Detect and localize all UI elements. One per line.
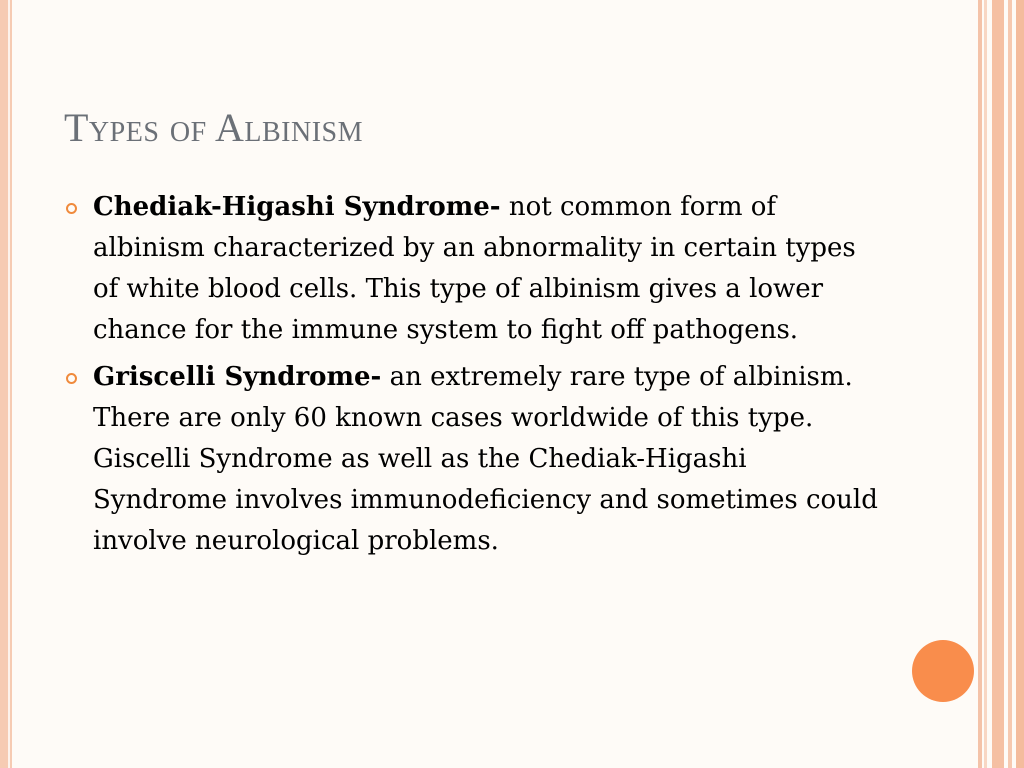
stripe	[984, 0, 987, 768]
bullet-term: Griscelli Syndrome-	[93, 362, 382, 392]
bullet-term: Chediak-Higashi Syndrome-	[93, 192, 501, 222]
orange-circle-icon	[912, 640, 974, 702]
ring-bullet-icon	[66, 373, 77, 384]
stripe	[992, 0, 1004, 768]
bullet-text: not common form of albinism characterized by an abnormality in certain types of white blood cells. This type of albinism gives a lower chance for the immune system to fight off pathogens.	[93, 192, 856, 345]
slide-title: Types of Albinism	[64, 105, 363, 150]
bullet-text: an extremely rare type of albinism. There are only 60 known cases worldwide of this type. Giscelli Syndrome as well as the Chediak-Higashi Syndrome involves immunodeficiency and sometimes could involve neurological problems.	[93, 362, 878, 556]
slide-body	[64, 187, 888, 568]
ring-bullet-icon	[66, 203, 77, 214]
right-stripe-decoration	[978, 0, 1024, 768]
stripe	[1008, 0, 1012, 768]
stripe	[1016, 0, 1024, 768]
bullet-item	[64, 187, 888, 351]
left-border-decoration	[0, 0, 12, 768]
stripe	[978, 0, 982, 768]
bullet-item	[64, 357, 888, 562]
